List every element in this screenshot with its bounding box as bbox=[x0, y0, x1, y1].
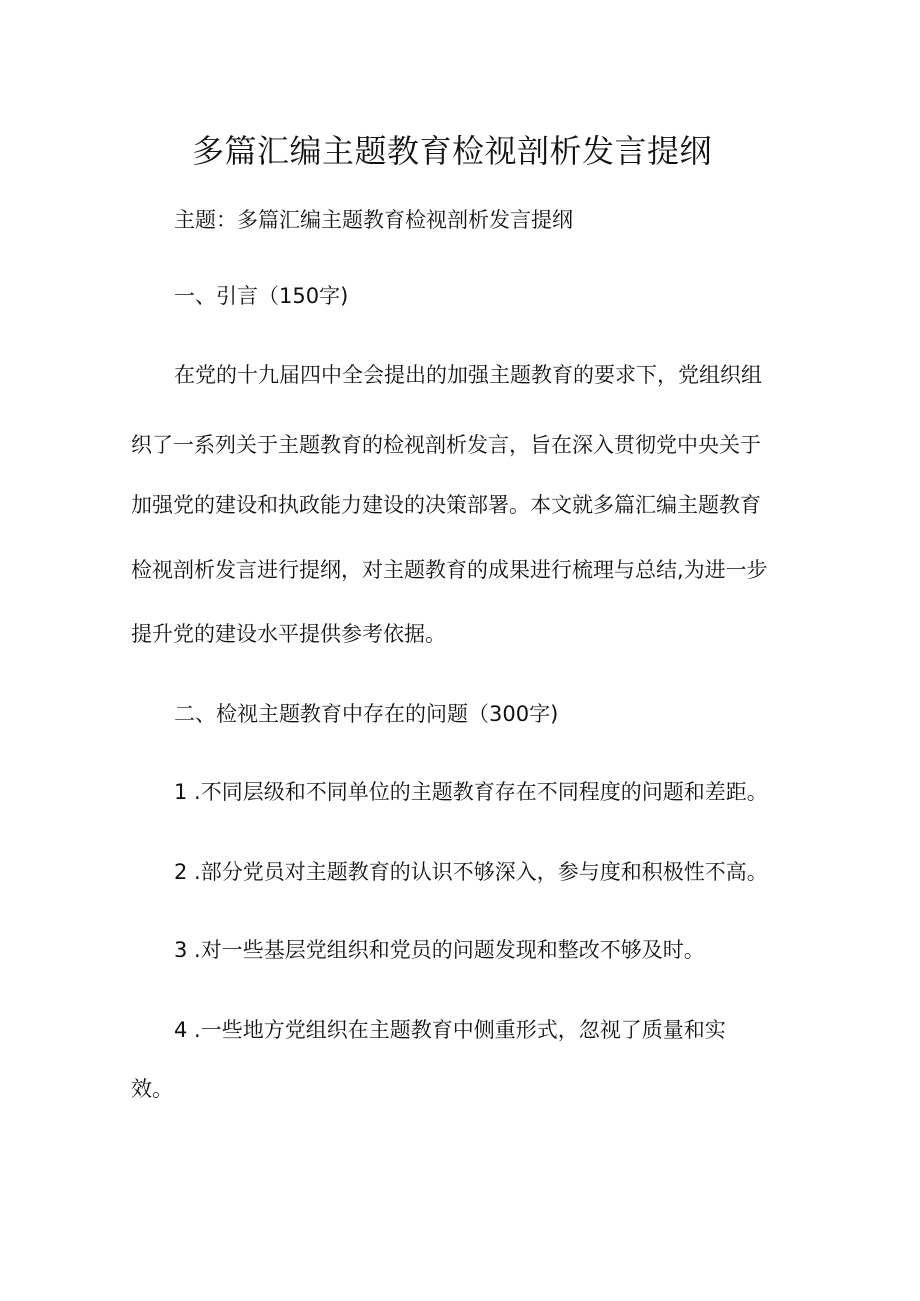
problem-item-4-continuation: 效。 bbox=[131, 1077, 173, 1101]
paragraph-line-2: 织了一系列关于主题教育的检视剖析发言，旨在深入贯彻党中央关于 bbox=[131, 433, 761, 457]
paragraph-line-3: 加强党的建设和执政能力建设的决策部署。本文就多篇汇编主题教育 bbox=[131, 493, 761, 517]
paragraph-line-1: 在党的十九届四中全会提出的加强主题教育的要求下，党组织组 bbox=[174, 363, 762, 387]
section-1-heading: 一、引言（150字) bbox=[174, 284, 349, 308]
paragraph-line-5: 提升党的建设水平提供参考依据。 bbox=[131, 622, 446, 646]
problem-item-3: 3 .对一些基层党组织和党员的问题发现和整改不够及时。 bbox=[174, 938, 705, 962]
problem-item-4: 4 .一些地方党组织在主题教育中侧重形式，忽视了质量和实 bbox=[174, 1018, 726, 1042]
subject-line: 主题：多篇汇编主题教育检视剖析发言提纲 bbox=[174, 208, 573, 232]
section-2-heading: 二、检视主题教育中存在的问题（300字) bbox=[174, 702, 559, 726]
problem-item-2: 2 .部分党员对主题教育的认识不够深入，参与度和积极性不高。 bbox=[174, 860, 768, 884]
paragraph-line-4: 检视剖析发言进行提纲，对主题教育的成果进行梳理与总结,为进一步 bbox=[131, 558, 768, 582]
problem-item-1: 1 .不同层级和不同单位的主题教育存在不同程度的问题和差距。 bbox=[174, 780, 768, 804]
document-title: 多篇汇编主题教育检视剖析发言提纲 bbox=[191, 132, 712, 170]
